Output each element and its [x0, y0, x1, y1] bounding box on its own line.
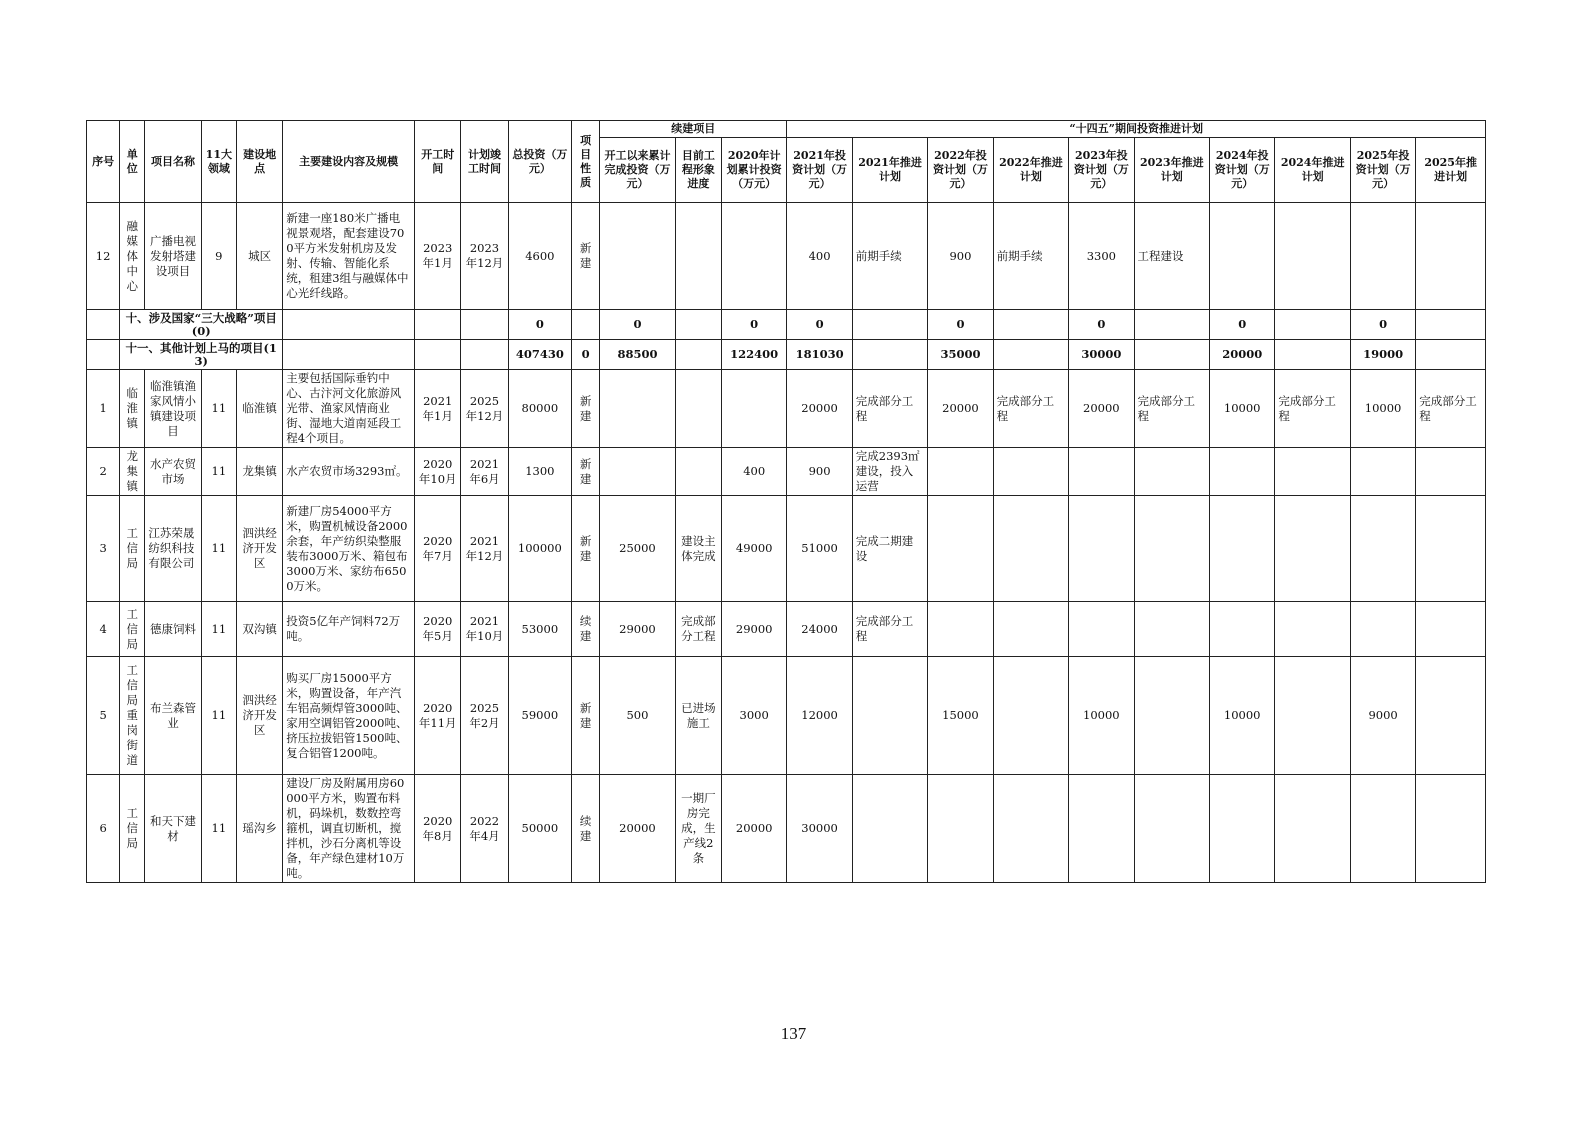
cell-total: 4600: [508, 203, 571, 310]
cell-seq: 6: [87, 775, 120, 883]
cell-inv2025: [1350, 775, 1415, 883]
header-field: 11大领域: [201, 121, 236, 203]
table-row: [87, 448, 1486, 496]
cell-location: 泗洪经济开发区: [236, 496, 282, 602]
cell-nature: 新建: [572, 448, 600, 496]
cell-plan2021: 完成二期建设: [852, 496, 927, 602]
cell-plan2021: 完成部分工程: [852, 370, 927, 448]
project-table: [86, 120, 1486, 883]
cell-cum-invest: 88500: [600, 340, 675, 370]
cell-name: 布兰森管业: [145, 657, 201, 775]
cell-start: 2020年5月: [415, 602, 461, 657]
cell-inv2021: 400: [787, 203, 852, 310]
cell-inv2024: [1210, 448, 1275, 496]
cell-inv2023: 3300: [1069, 203, 1134, 310]
cell-inv2024: 20000: [1210, 340, 1275, 370]
header-total: 总投资（万元）: [508, 121, 571, 203]
table-row: [87, 775, 1486, 883]
cell-inv2025: 9000: [1350, 657, 1415, 775]
cell-inv2021: 30000: [787, 775, 852, 883]
cell-inv2021: 0: [787, 310, 852, 340]
cell-start: 2023年1月: [415, 203, 461, 310]
table-row: [87, 657, 1486, 775]
cell-empty: [1275, 310, 1350, 340]
cell-nature: 新建: [572, 496, 600, 602]
cell-inv2021: 24000: [787, 602, 852, 657]
cell-nature: 新建: [572, 203, 600, 310]
header-location: 建设地点: [236, 121, 282, 203]
cell-empty: [675, 340, 721, 370]
cell-plan2022: 完成部分工程: [993, 370, 1068, 448]
cell-inv2024: [1210, 602, 1275, 657]
cell-location: 城区: [236, 203, 282, 310]
cell-plan2022: [993, 496, 1068, 602]
cell-seq: 2: [87, 448, 120, 496]
cell-plan2024: [1275, 203, 1350, 310]
cell-content: 购买厂房15000平方米，购置设备，年产汽车铝高频焊管3000吨、家用空调铝管2000吨、挤压拉拔铝管1500吨、复合铝管1200吨。: [283, 657, 415, 775]
cell-empty: [572, 310, 600, 340]
cell-seq: 12: [87, 203, 120, 310]
cell-empty: [283, 310, 415, 340]
cell-plan2021: 前期手续: [852, 203, 927, 310]
cell-end: 2025年2月: [461, 657, 508, 775]
cell-inv2023: 0: [1069, 310, 1134, 340]
cell-plan2023: [1134, 602, 1209, 657]
cell-content: 主要包括国际垂钓中心、古汴河文化旅游风光带、渔家风情商业街、湿地大道南延段工程4个项目。: [283, 370, 415, 448]
cell-unit: 融媒体中心: [120, 203, 145, 310]
cell-plan2022: 前期手续: [993, 203, 1068, 310]
cell-inv2022: 15000: [928, 657, 993, 775]
cell-inv2024: 10000: [1210, 370, 1275, 448]
cell-empty: [415, 310, 461, 340]
cell-empty: [993, 310, 1068, 340]
header-inv2022: 2022年投资计划（万元）: [928, 138, 993, 203]
cell-empty: [993, 340, 1068, 370]
cell-total: 1300: [508, 448, 571, 496]
header-inv2020: 2020年计划累计投资（万元）: [721, 138, 786, 203]
cell-plan2023: [1134, 775, 1209, 883]
cell-inv2023: [1069, 602, 1134, 657]
header-plan2025: 2025年推进计划: [1416, 138, 1486, 203]
cell-total: 407430: [508, 340, 571, 370]
cell-nature: 续建: [572, 602, 600, 657]
cell-inv2022: [928, 496, 993, 602]
cell-inv2023: 10000: [1069, 657, 1134, 775]
header-group-plan: “十四五”期间投资推进计划: [787, 121, 1486, 138]
cell-inv2022: 900: [928, 203, 993, 310]
cell-total: 0: [508, 310, 571, 340]
cell-inv2020: [721, 203, 786, 310]
cell-inv2020: 49000: [721, 496, 786, 602]
header-seq: 序号: [87, 121, 120, 203]
cell-plan2025: [1416, 448, 1486, 496]
cell-location: 双沟镇: [236, 602, 282, 657]
cell-inv2023: 30000: [1069, 340, 1134, 370]
cell-empty: [1134, 310, 1209, 340]
cell-plan2024: 完成部分工程: [1275, 370, 1350, 448]
cell-plan2024: [1275, 602, 1350, 657]
header-content: 主要建设内容及规模: [283, 121, 415, 203]
cell-start: 2020年11月: [415, 657, 461, 775]
cell-plan2023: [1134, 448, 1209, 496]
cell-inv2025: 19000: [1350, 340, 1415, 370]
cell-start: 2020年8月: [415, 775, 461, 883]
cell-total: 59000: [508, 657, 571, 775]
cell-progress: [675, 203, 721, 310]
cell-empty: [87, 340, 120, 370]
cell-inv2024: [1210, 496, 1275, 602]
table-row: [87, 370, 1486, 448]
cell-inv2021: 181030: [787, 340, 852, 370]
cell-plan2024: [1275, 496, 1350, 602]
cell-progress: 已进场施工: [675, 657, 721, 775]
cell-content: 新建一座180米广播电视景观塔，配套建设700平方米发射机房及发射、传输、智能化系统，租建3组与融媒体中心光纤线路。: [283, 203, 415, 310]
cell-empty: [852, 340, 927, 370]
cell-progress: 一期厂房完成，生产线2条: [675, 775, 721, 883]
cell-field: 11: [201, 496, 236, 602]
cell-plan2025: [1416, 203, 1486, 310]
cell-inv2020: 20000: [721, 775, 786, 883]
cell-location: 临淮镇: [236, 370, 282, 448]
cell-progress: 完成部分工程: [675, 602, 721, 657]
cell-end: 2023年12月: [461, 203, 508, 310]
cell-empty: [675, 310, 721, 340]
cell-inv2021: 12000: [787, 657, 852, 775]
cell-unit: 龙集镇: [120, 448, 145, 496]
cell-nature: 续建: [572, 775, 600, 883]
cell-empty: [852, 310, 927, 340]
cell-cum-invest: 29000: [600, 602, 675, 657]
header-plan2022: 2022年推进计划: [993, 138, 1068, 203]
cell-inv2025: [1350, 496, 1415, 602]
cell-cum-invest: 20000: [600, 775, 675, 883]
cell-plan2023: 完成部分工程: [1134, 370, 1209, 448]
cell-empty: [1134, 340, 1209, 370]
cell-seq: 4: [87, 602, 120, 657]
cell-end: 2022年4月: [461, 775, 508, 883]
cell-cum-invest: [600, 203, 675, 310]
cell-plan2022: [993, 602, 1068, 657]
cell-empty: [87, 310, 120, 340]
header-nature: 项目性质: [572, 121, 600, 203]
cell-cum-invest: 500: [600, 657, 675, 775]
cell-inv2022: 20000: [928, 370, 993, 448]
cell-content: 投资5亿年产饲料72万吨。: [283, 602, 415, 657]
header-inv2024: 2024年投资计划（万元）: [1210, 138, 1275, 203]
cell-inv2020: [721, 370, 786, 448]
cell-content: 建设厂房及附属用房60000平方米，购置布料机，码垛机，数数控弯箍机，调直切断机，搅拌机，沙石分离机等设备，年产绿色建材10万吨。: [283, 775, 415, 883]
cell-end: 2021年6月: [461, 448, 508, 496]
cell-total: 53000: [508, 602, 571, 657]
cell-location: 龙集镇: [236, 448, 282, 496]
section-label: 十、涉及国家“三大战略”项目(0): [120, 310, 283, 340]
cell-cum-invest: 25000: [600, 496, 675, 602]
cell-inv2024: [1210, 775, 1275, 883]
cell-nature: 0: [572, 340, 600, 370]
cell-name: 水产农贸市场: [145, 448, 201, 496]
cell-inv2025: 10000: [1350, 370, 1415, 448]
cell-plan2021: 完成2393㎡建设，投入运营: [852, 448, 927, 496]
header-name: 项目名称: [145, 121, 201, 203]
cell-plan2022: [993, 448, 1068, 496]
cell-plan2024: [1275, 657, 1350, 775]
cell-empty: [415, 340, 461, 370]
header-plan2024: 2024年推进计划: [1275, 138, 1350, 203]
cell-inv2024: 10000: [1210, 657, 1275, 775]
cell-empty: [461, 340, 508, 370]
cell-inv2020: 400: [721, 448, 786, 496]
cell-inv2023: [1069, 775, 1134, 883]
cell-plan2025: [1416, 602, 1486, 657]
header-cum-invest: 开工以来累计完成投资（万元）: [600, 138, 675, 203]
header-inv2023: 2023年投资计划（万元）: [1069, 138, 1134, 203]
cell-inv2022: [928, 448, 993, 496]
header-inv2021: 2021年投资计划（万元）: [787, 138, 852, 203]
cell-plan2021: 完成部分工程: [852, 602, 927, 657]
cell-nature: 新建: [572, 370, 600, 448]
cell-plan2025: [1416, 657, 1486, 775]
cell-plan2022: [993, 775, 1068, 883]
cell-plan2024: [1275, 775, 1350, 883]
cell-cum-invest: [600, 370, 675, 448]
cell-plan2022: [993, 657, 1068, 775]
header-start: 开工时间: [415, 121, 461, 203]
section-row: [87, 340, 1486, 370]
cell-inv2025: [1350, 602, 1415, 657]
cell-end: 2025年12月: [461, 370, 508, 448]
table-row: [87, 203, 1486, 310]
cell-content: 水产农贸市场3293㎡。: [283, 448, 415, 496]
cell-plan2025: 完成部分工程: [1416, 370, 1486, 448]
section-label: 十一、其他计划上马的项目(13): [120, 340, 283, 370]
cell-inv2024: [1210, 203, 1275, 310]
cell-start: 2020年7月: [415, 496, 461, 602]
cell-empty: [461, 310, 508, 340]
cell-inv2021: 20000: [787, 370, 852, 448]
header-plan2023: 2023年推进计划: [1134, 138, 1209, 203]
page-number: 137: [780, 1024, 807, 1043]
cell-empty: [283, 340, 415, 370]
cell-inv2023: 20000: [1069, 370, 1134, 448]
cell-plan2023: 工程建设: [1134, 203, 1209, 310]
cell-plan2025: [1416, 775, 1486, 883]
cell-name: 广播电视发射塔建设项目: [145, 203, 201, 310]
cell-unit: 工信局: [120, 496, 145, 602]
cell-unit: 工信局重岗街道: [120, 657, 145, 775]
cell-field: 11: [201, 602, 236, 657]
table-row: [87, 496, 1486, 602]
cell-unit: 工信局: [120, 775, 145, 883]
cell-total: 80000: [508, 370, 571, 448]
header-progress: 目前工程形象进度: [675, 138, 721, 203]
cell-field: 11: [201, 370, 236, 448]
cell-content: 新建厂房54000平方米，购置机械设备2000余套，年产纺织染整服装布3000万米、箱包布3000万米、家纺布6500万米。: [283, 496, 415, 602]
cell-plan2025: [1416, 496, 1486, 602]
cell-inv2021: 900: [787, 448, 852, 496]
cell-inv2023: [1069, 448, 1134, 496]
cell-inv2020: 29000: [721, 602, 786, 657]
cell-nature: 新建: [572, 657, 600, 775]
cell-inv2022: 35000: [928, 340, 993, 370]
cell-inv2023: [1069, 496, 1134, 602]
cell-end: 2021年10月: [461, 602, 508, 657]
cell-inv2022: [928, 775, 993, 883]
cell-progress: 建设主体完成: [675, 496, 721, 602]
cell-inv2022: [928, 602, 993, 657]
cell-inv2025: 0: [1350, 310, 1415, 340]
cell-inv2020: 122400: [721, 340, 786, 370]
cell-end: 2021年12月: [461, 496, 508, 602]
cell-field: 11: [201, 657, 236, 775]
cell-plan2023: [1134, 496, 1209, 602]
table-row: [87, 602, 1486, 657]
header-unit: 单位: [120, 121, 145, 203]
cell-total: 100000: [508, 496, 571, 602]
cell-progress: [675, 370, 721, 448]
cell-plan2021: [852, 657, 927, 775]
cell-inv2020: 3000: [721, 657, 786, 775]
section-row: [87, 310, 1486, 340]
cell-seq: 1: [87, 370, 120, 448]
cell-inv2024: 0: [1210, 310, 1275, 340]
cell-cum-invest: [600, 448, 675, 496]
cell-unit: 临淮镇: [120, 370, 145, 448]
cell-location: 泗洪经济开发区: [236, 657, 282, 775]
cell-empty: [1416, 310, 1486, 340]
cell-name: 临淮镇渔家风情小镇建设项目: [145, 370, 201, 448]
cell-inv2025: [1350, 448, 1415, 496]
header-inv2025: 2025年投资计划（万元）: [1350, 138, 1415, 203]
cell-total: 50000: [508, 775, 571, 883]
cell-inv2021: 51000: [787, 496, 852, 602]
cell-plan2021: [852, 775, 927, 883]
cell-empty: [1275, 340, 1350, 370]
cell-plan2023: [1134, 657, 1209, 775]
cell-field: 9: [201, 203, 236, 310]
cell-start: 2021年1月: [415, 370, 461, 448]
cell-seq: 3: [87, 496, 120, 602]
cell-empty: [1416, 340, 1486, 370]
cell-field: 11: [201, 775, 236, 883]
cell-start: 2020年10月: [415, 448, 461, 496]
header-plan2021: 2021年推进计划: [852, 138, 927, 203]
cell-inv2022: 0: [928, 310, 993, 340]
cell-name: 江苏荣晟纺织科技有限公司: [145, 496, 201, 602]
cell-plan2024: [1275, 448, 1350, 496]
cell-unit: 工信局: [120, 602, 145, 657]
cell-field: 11: [201, 448, 236, 496]
cell-location: 瑶沟乡: [236, 775, 282, 883]
header-end: 计划竣工时间: [461, 121, 508, 203]
cell-seq: 5: [87, 657, 120, 775]
cell-inv2020: 0: [721, 310, 786, 340]
cell-cum-invest: 0: [600, 310, 675, 340]
cell-progress: [675, 448, 721, 496]
header-group-continue: 续建项目: [600, 121, 787, 138]
cell-inv2025: [1350, 203, 1415, 310]
cell-name: 德康饲料: [145, 602, 201, 657]
cell-name: 和天下建材: [145, 775, 201, 883]
